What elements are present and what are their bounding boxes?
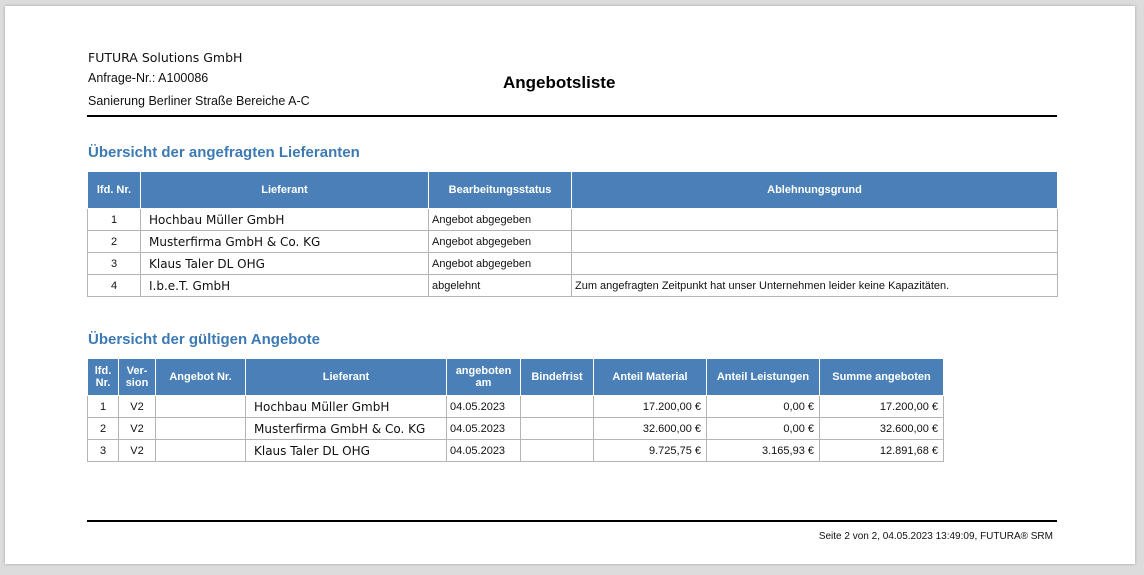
row-supplier: Hochbau Müller GmbH bbox=[246, 396, 447, 418]
col-header-services: Anteil Leistungen bbox=[707, 359, 820, 396]
table-row bbox=[88, 418, 944, 440]
row-reason: Zum angefragten Zeitpunkt hat unser Unternehmen leider keine Kapazitäten. bbox=[572, 275, 1058, 297]
row-version: V2 bbox=[119, 418, 156, 440]
row-reason bbox=[572, 231, 1058, 253]
col-header-material: Anteil Material bbox=[594, 359, 707, 396]
table-row bbox=[88, 231, 1058, 253]
footer-divider bbox=[87, 520, 1057, 522]
suppliers-section-title: Übersicht der angefragten Lieferanten bbox=[88, 144, 360, 161]
project-name: Sanierung Berliner Straße Bereiche A-C bbox=[88, 94, 310, 108]
company-name: FUTURA Solutions GmbH bbox=[88, 50, 243, 65]
row-nr: 1 bbox=[88, 396, 119, 418]
row-total: 32.600,00 € bbox=[820, 418, 944, 440]
col-header-offer-no: Angebot Nr. bbox=[156, 359, 246, 396]
row-services: 3.165,93 € bbox=[707, 440, 820, 462]
request-number: Anfrage-Nr.: A100086 bbox=[88, 71, 209, 85]
col-header-version: Ver- sion bbox=[119, 359, 156, 396]
row-reason bbox=[572, 253, 1058, 275]
table-row bbox=[88, 209, 1058, 231]
row-supplier: Musterfirma GmbH & Co. KG bbox=[246, 418, 447, 440]
row-nr: 4 bbox=[88, 275, 141, 297]
col-header-nr: lfd. Nr. bbox=[88, 172, 141, 209]
row-supplier: Musterfirma GmbH & Co. KG bbox=[141, 231, 429, 253]
table-row bbox=[88, 440, 944, 462]
row-total: 12.891,68 € bbox=[820, 440, 944, 462]
row-supplier: Klaus Taler DL OHG bbox=[246, 440, 447, 462]
row-version: V2 bbox=[119, 440, 156, 462]
row-nr: 1 bbox=[88, 209, 141, 231]
col-header-supplier: Lieferant bbox=[141, 172, 429, 209]
row-offered-on: 04.05.2023 bbox=[447, 440, 521, 462]
row-offer-no bbox=[156, 396, 246, 418]
offers-table-header bbox=[88, 359, 944, 396]
table-row bbox=[88, 396, 944, 418]
row-material: 9.725,75 € bbox=[594, 440, 707, 462]
col-header-total: Summe angeboten bbox=[820, 359, 944, 396]
col-header-reason: Ablehnungsgrund bbox=[572, 172, 1058, 209]
row-services: 0,00 € bbox=[707, 396, 820, 418]
row-binding-period bbox=[521, 440, 594, 462]
col-header-nr: lfd. Nr. bbox=[88, 359, 119, 396]
row-offer-no bbox=[156, 418, 246, 440]
page-title: Angebotsliste bbox=[503, 73, 616, 92]
suppliers-table-header bbox=[88, 172, 1058, 209]
page-footer: Seite 2 von 2, 04.05.2023 13:49:09, FUTURA® SRM bbox=[818, 531, 1053, 542]
table-row bbox=[88, 275, 1058, 297]
row-material: 17.200,00 € bbox=[594, 396, 707, 418]
col-header-status: Bearbeitungsstatus bbox=[429, 172, 572, 209]
row-nr: 3 bbox=[88, 440, 119, 462]
report-page bbox=[5, 6, 1135, 564]
row-binding-period bbox=[521, 396, 594, 418]
row-version: V2 bbox=[119, 396, 156, 418]
row-reason bbox=[572, 209, 1058, 231]
row-supplier: Klaus Taler DL OHG bbox=[141, 253, 429, 275]
col-header-offered-on: angeboten am bbox=[447, 359, 521, 396]
offers-table bbox=[87, 358, 944, 462]
row-supplier: Hochbau Müller GmbH bbox=[141, 209, 429, 231]
offers-section-title: Übersicht der gültigen Angebote bbox=[88, 331, 320, 348]
row-nr: 2 bbox=[88, 231, 141, 253]
row-binding-period bbox=[521, 418, 594, 440]
col-header-supplier: Lieferant bbox=[246, 359, 447, 396]
table-row bbox=[88, 253, 1058, 275]
row-status: Angebot abgegeben bbox=[429, 231, 572, 253]
row-offered-on: 04.05.2023 bbox=[447, 396, 521, 418]
row-status: Angebot abgegeben bbox=[429, 209, 572, 231]
row-status: Angebot abgegeben bbox=[429, 253, 572, 275]
row-services: 0,00 € bbox=[707, 418, 820, 440]
suppliers-table bbox=[87, 171, 1058, 297]
row-offer-no bbox=[156, 440, 246, 462]
row-nr: 3 bbox=[88, 253, 141, 275]
row-supplier: I.b.e.T. GmbH bbox=[141, 275, 429, 297]
row-nr: 2 bbox=[88, 418, 119, 440]
row-material: 32.600,00 € bbox=[594, 418, 707, 440]
row-status: abgelehnt bbox=[429, 275, 572, 297]
col-header-binding-period: Bindefrist bbox=[521, 359, 594, 396]
header-divider bbox=[87, 115, 1057, 117]
row-offered-on: 04.05.2023 bbox=[447, 418, 521, 440]
row-total: 17.200,00 € bbox=[820, 396, 944, 418]
